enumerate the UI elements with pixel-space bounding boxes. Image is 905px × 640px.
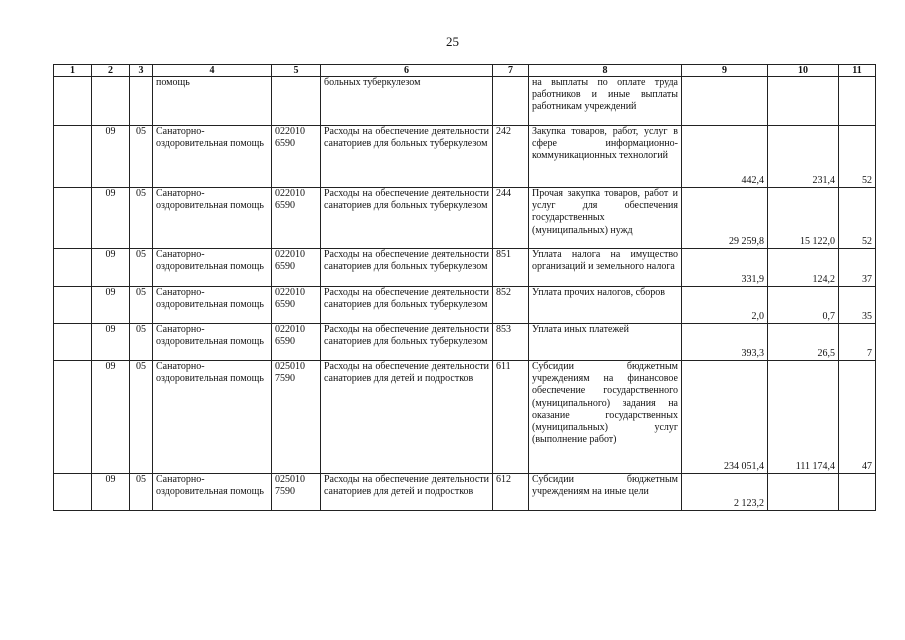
cell-col1 (54, 287, 92, 324)
cell-subsection: 05 (130, 287, 153, 324)
cell-expense-code: 611 (493, 361, 529, 474)
cell-plan: 2 123,2 (682, 474, 768, 511)
page-number: 25 (446, 34, 459, 49)
col-header-5: 5 (272, 65, 321, 77)
col-header-8: 8 (529, 65, 682, 77)
cell-actual: 231,4 (768, 126, 839, 188)
cell-expense-code: 853 (493, 324, 529, 361)
table-row (54, 287, 876, 324)
table-row (54, 249, 876, 287)
cell-target-desc: Расходы на обеспечение деятельности санаториев для больных туберкулезом (321, 324, 493, 361)
cell-actual: 26,5 (768, 324, 839, 361)
cell-section: 09 (92, 249, 130, 287)
col-header-6: 6 (321, 65, 493, 77)
cell-plan: 29 259,8 (682, 188, 768, 249)
cell-section (92, 77, 130, 126)
cell-actual: 111 174,4 (768, 361, 839, 474)
cell-section: 09 (92, 361, 130, 474)
cell-expense-code: 242 (493, 126, 529, 188)
col-header-9: 9 (682, 65, 768, 77)
cell-expense-code (493, 77, 529, 126)
cell-col1 (54, 126, 92, 188)
table-row (54, 126, 876, 188)
cell-percent (839, 474, 876, 511)
cell-target-code (272, 77, 321, 126)
cell-percent (839, 77, 876, 126)
cell-subsection: 05 (130, 126, 153, 188)
cell-section: 09 (92, 188, 130, 249)
cell-expense-desc: Уплата иных платежей (529, 324, 682, 361)
table-row (54, 188, 876, 249)
cell-target-desc: больных туберкулезом (321, 77, 493, 126)
col-header-10: 10 (768, 65, 839, 77)
cell-name: Санаторно-оздоровительная помощь (153, 249, 272, 287)
cell-expense-desc: Прочая закупка товаров, работ и услуг для обеспечения государственных (муниципальных) нужд (529, 188, 682, 249)
cell-plan: 442,4 (682, 126, 768, 188)
cell-name: Санаторно-оздоровительная помощь (153, 126, 272, 188)
cell-target-code: 022010 6590 (272, 249, 321, 287)
cell-actual (768, 474, 839, 511)
cell-name: помощь (153, 77, 272, 126)
cell-target-code: 022010 6590 (272, 188, 321, 249)
col-header-11: 11 (839, 65, 876, 77)
cell-percent: 37 (839, 249, 876, 287)
cell-percent: 52 (839, 188, 876, 249)
col-header-2: 2 (92, 65, 130, 77)
cell-target-desc: Расходы на обеспечение деятельности санаториев для больных туберкулезом (321, 287, 493, 324)
cell-target-code: 022010 6590 (272, 287, 321, 324)
cell-expense-code: 244 (493, 188, 529, 249)
cell-section: 09 (92, 324, 130, 361)
cell-name: Санаторно-оздоровительная помощь (153, 188, 272, 249)
cell-expense-desc: Субсидии бюджетным учреждениям на финансовое обеспечение государственного (муниципального) задания на оказание государственных (муниципальных) услуг (выполнение работ) (529, 361, 682, 474)
cell-plan: 331,9 (682, 249, 768, 287)
cell-col1 (54, 188, 92, 249)
cell-target-code: 025010 7590 (272, 474, 321, 511)
budget-table (53, 64, 876, 511)
cell-subsection (130, 77, 153, 126)
cell-col1 (54, 361, 92, 474)
col-header-1: 1 (54, 65, 92, 77)
cell-expense-code: 851 (493, 249, 529, 287)
cell-percent: 47 (839, 361, 876, 474)
cell-subsection: 05 (130, 474, 153, 511)
table-row (54, 361, 876, 474)
cell-plan (682, 77, 768, 126)
cell-name: Санаторно-оздоровительная помощь (153, 324, 272, 361)
cell-percent: 7 (839, 324, 876, 361)
table-row (54, 324, 876, 361)
cell-expense-desc: Уплата налога на имущество организаций и земельного налога (529, 249, 682, 287)
cell-actual (768, 77, 839, 126)
cell-subsection: 05 (130, 361, 153, 474)
table-row (54, 77, 876, 126)
cell-target-desc: Расходы на обеспечение деятельности санаториев для больных туберкулезом (321, 126, 493, 188)
cell-name: Санаторно-оздоровительная помощь (153, 474, 272, 511)
cell-expense-code: 852 (493, 287, 529, 324)
cell-plan: 393,3 (682, 324, 768, 361)
cell-subsection: 05 (130, 324, 153, 361)
cell-subsection: 05 (130, 249, 153, 287)
cell-expense-desc: Закупка товаров, работ, услуг в сфере информационно-коммуникационных технологий (529, 126, 682, 188)
cell-percent: 52 (839, 126, 876, 188)
cell-target-code: 025010 7590 (272, 361, 321, 474)
cell-section: 09 (92, 126, 130, 188)
col-header-7: 7 (493, 65, 529, 77)
cell-target-desc: Расходы на обеспечение деятельности санаториев для больных туберкулезом (321, 249, 493, 287)
cell-col1 (54, 474, 92, 511)
cell-expense-desc: Уплата прочих налогов, сборов (529, 287, 682, 324)
col-header-3: 3 (130, 65, 153, 77)
cell-expense-code: 612 (493, 474, 529, 511)
cell-section: 09 (92, 474, 130, 511)
cell-actual: 15 122,0 (768, 188, 839, 249)
cell-expense-desc: Субсидии бюджетным учреждениям на иные цели (529, 474, 682, 511)
cell-col1 (54, 324, 92, 361)
cell-actual: 124,2 (768, 249, 839, 287)
cell-plan: 234 051,4 (682, 361, 768, 474)
cell-target-desc: Расходы на обеспечение деятельности санаториев для больных туберкулезом (321, 188, 493, 249)
cell-name: Санаторно-оздоровительная помощь (153, 287, 272, 324)
cell-col1 (54, 249, 92, 287)
cell-name: Санаторно-оздоровительная помощь (153, 361, 272, 474)
col-header-4: 4 (153, 65, 272, 77)
cell-col1 (54, 77, 92, 126)
cell-actual: 0,7 (768, 287, 839, 324)
cell-plan: 2,0 (682, 287, 768, 324)
cell-subsection: 05 (130, 188, 153, 249)
cell-expense-desc: на выплаты по оплате труда работников и иные выплаты работникам учреждений (529, 77, 682, 126)
cell-section: 09 (92, 287, 130, 324)
table-row (54, 474, 876, 511)
header-row (54, 65, 876, 77)
cell-target-code: 022010 6590 (272, 324, 321, 361)
cell-target-desc: Расходы на обеспечение деятельности санаториев для детей и подростков (321, 474, 493, 511)
cell-percent: 35 (839, 287, 876, 324)
cell-target-code: 022010 6590 (272, 126, 321, 188)
cell-target-desc: Расходы на обеспечение деятельности санаториев для детей и подростков (321, 361, 493, 474)
